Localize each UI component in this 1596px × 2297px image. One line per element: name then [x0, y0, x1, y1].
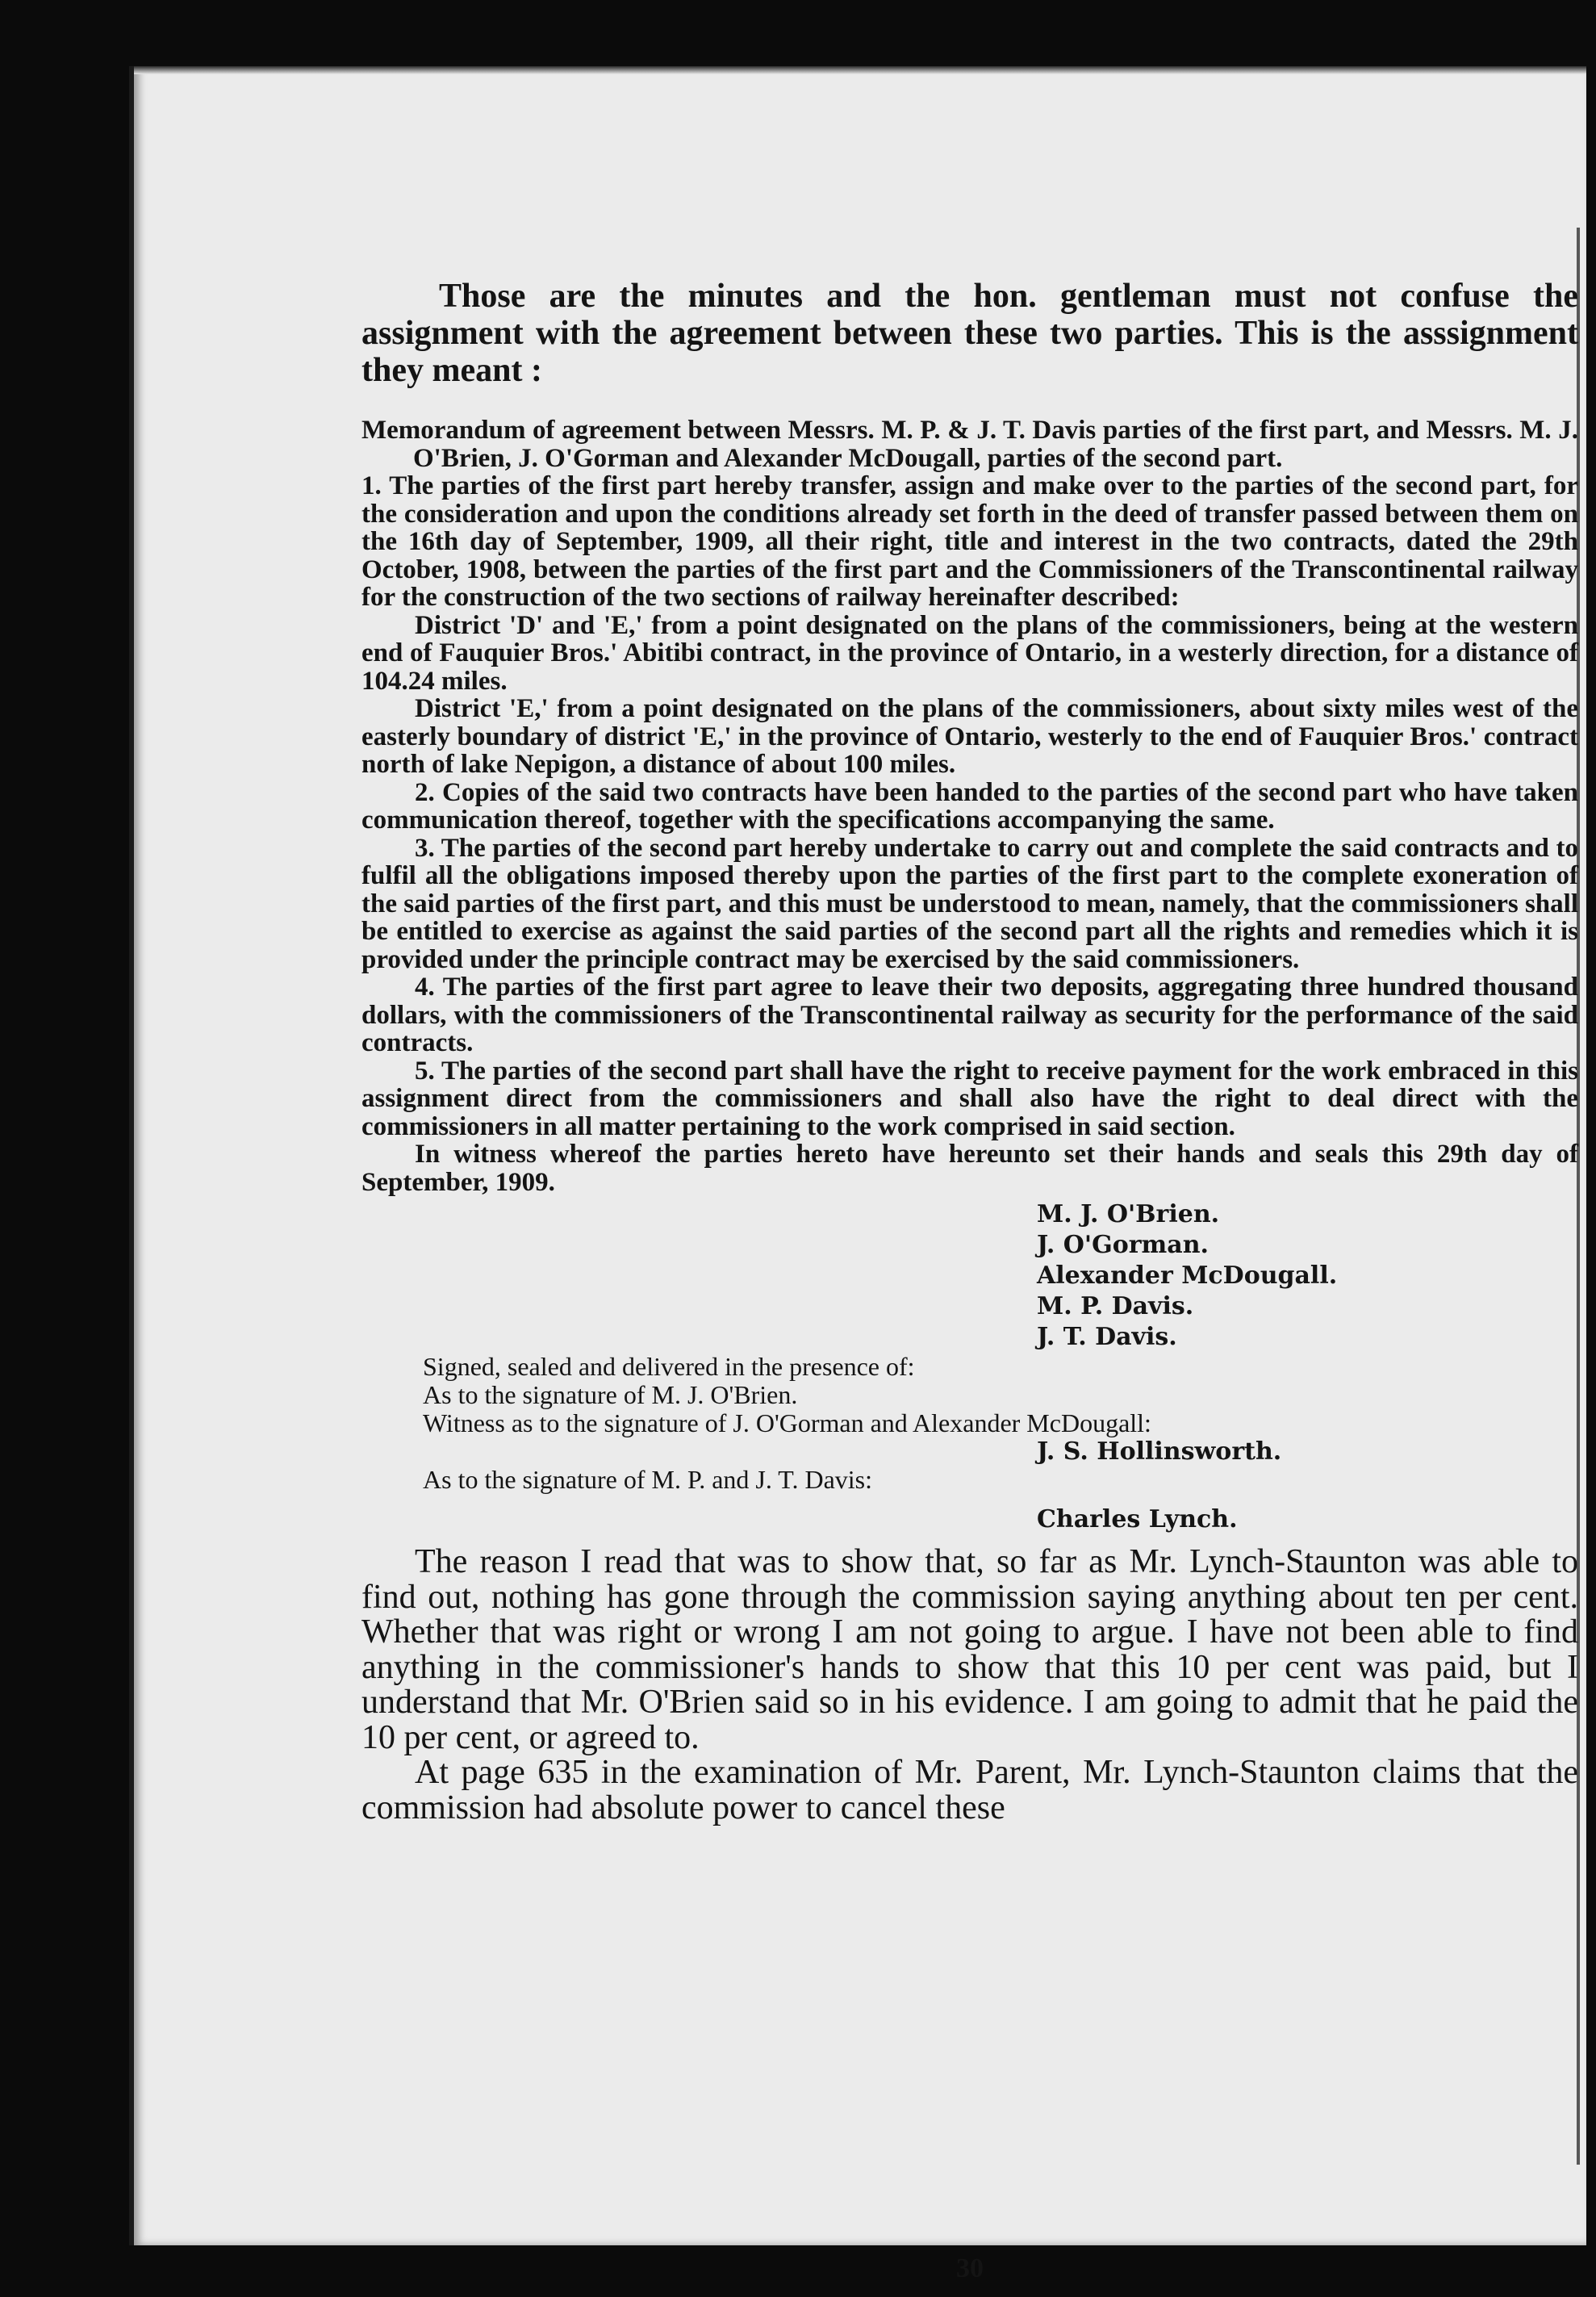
memorandum [361, 416, 1578, 1196]
document-page [129, 66, 1586, 2283]
witness-name: J. S. Hollinsworth. [1037, 1437, 1282, 1466]
memo-clause-3: 3. The parties of the second part hereby undertake to carry out and complete the said contracts and to fulfil all the obligations imposed thereby upon the parties of the first part to the complete exoneration of the said parties of the first part, and this must be understood to mean, namely, that the commissioners shall be entitled to exercise as against the said parties of the second part all the rights and remedies which it is provided under the principle contract may be exercised by the said commissioners. [361, 833, 1578, 974]
signatory: M. J. O'Brien. [1037, 1200, 1220, 1228]
signatory: M. P. Davis. [1037, 1292, 1194, 1320]
signatory: J. O'Gorman. [1037, 1231, 1209, 1259]
attestation-line: As to the signature of M. P. and J. T. Davis: [423, 1465, 872, 1494]
memo-witness-clause: In witness whereof the parties hereto have hereunto set their hands and seals this 29th day of September, 1909. [361, 1140, 1578, 1197]
signatory: Alexander McDougall. [1037, 1261, 1338, 1290]
closing-paragraph: The reason I read that was to show that, so far as Mr. Lynch-Staunton was able to find out, nothing has gone through the commission saying anything about ten per cent. Whether that was right or wrong I am not going to argue. I have not been able to find anything in the commissioner's hands to show that this 10 per cent was paid, but I understand that Mr. O'Brien said so in his evidence. I am going to admit that he paid the 10 per cent, or agreed to. [361, 1543, 1578, 1756]
memo-district-d: District 'D' and 'E,' from a point designated on the plans of the commissioners, being at the western end of Fauquier Bros.' Abitibi contract, in the province of Ontario, in a westerly direction, for a distance of 104.24 miles. [361, 610, 1578, 696]
attestation-line: Signed, sealed and delivered in the presence of: [423, 1352, 915, 1381]
attestation-line: Witness as to the signature of J. O'Gorman and Alexander McDougall: [423, 1408, 1151, 1437]
closing-text [361, 1545, 1578, 1826]
page-content [361, 278, 1578, 2283]
witness-name: Charles Lynch. [1037, 1505, 1238, 1533]
closing-paragraph: At page 635 in the examination of Mr. Parent, Mr. Lynch-Staunton claims that the commission had absolute power to cancel these [361, 1754, 1578, 1826]
signatory: J. T. Davis. [1037, 1323, 1177, 1351]
memo-heading: Memorandum of agreement between Messrs. M. P. & J. T. Davis parties of the first part, and Messrs. M. J. O'Brien, J. O'Gorman and Alexander McDougall, parties of the second part. [361, 416, 1578, 473]
intro-text: Those are the minutes and the hon. gentleman must not confuse the assignment with the agreement between these two parties. This is the asssignment they meant : [361, 278, 1578, 389]
memo-clause-1: 1. The parties of the first part hereby transfer, assign and make over to the parties of the second part, for the consideration and upon the conditions already set forth in the deed of transfer passed between them on the 16th day of September, 1909, all their right, title and interest in the two contracts, dated the 29th October, 1908, between the parties of the first part and the Commissioners of the Transcontinental railway for the construction of the two sections of railway hereinafter described: [361, 471, 1578, 612]
signatories [1037, 1199, 1578, 1353]
memo-clause-2: 2. Copies of the said two contracts have been handed to the parties of the second part who have taken communication thereof, together with the specifications accompanying the same. [361, 777, 1578, 835]
memo-district-e: District 'E,' from a point designated on the plans of the commissioners, about sixty miles west of the easterly boundary of district 'E,' in the province of Ontario, westerly to the end of Fauquier Bros.' contract north of lake Nepigon, a distance of about 100 miles. [361, 694, 1578, 779]
page-number: 30 [956, 2253, 984, 2283]
attestation-line: As to the signature of M. J. O'Brien. [423, 1380, 798, 1409]
memo-clause-4: 4. The parties of the first part agree to leave their two deposits, aggregating three hundred thousand dollars, with the commissioners of the Transcontinental railway as security for the performance of the said contracts. [361, 973, 1578, 1057]
memo-clause-5: 5. The parties of the second part shall have the right to receive payment for the work embraced in this assignment direct from the commissioners and shall also have the right to deal direct with the commissioners in all matter pertaining to the work comprised in said section. [361, 1056, 1578, 1141]
attestation [361, 1353, 1578, 1533]
intro-paragraph [361, 278, 1578, 389]
